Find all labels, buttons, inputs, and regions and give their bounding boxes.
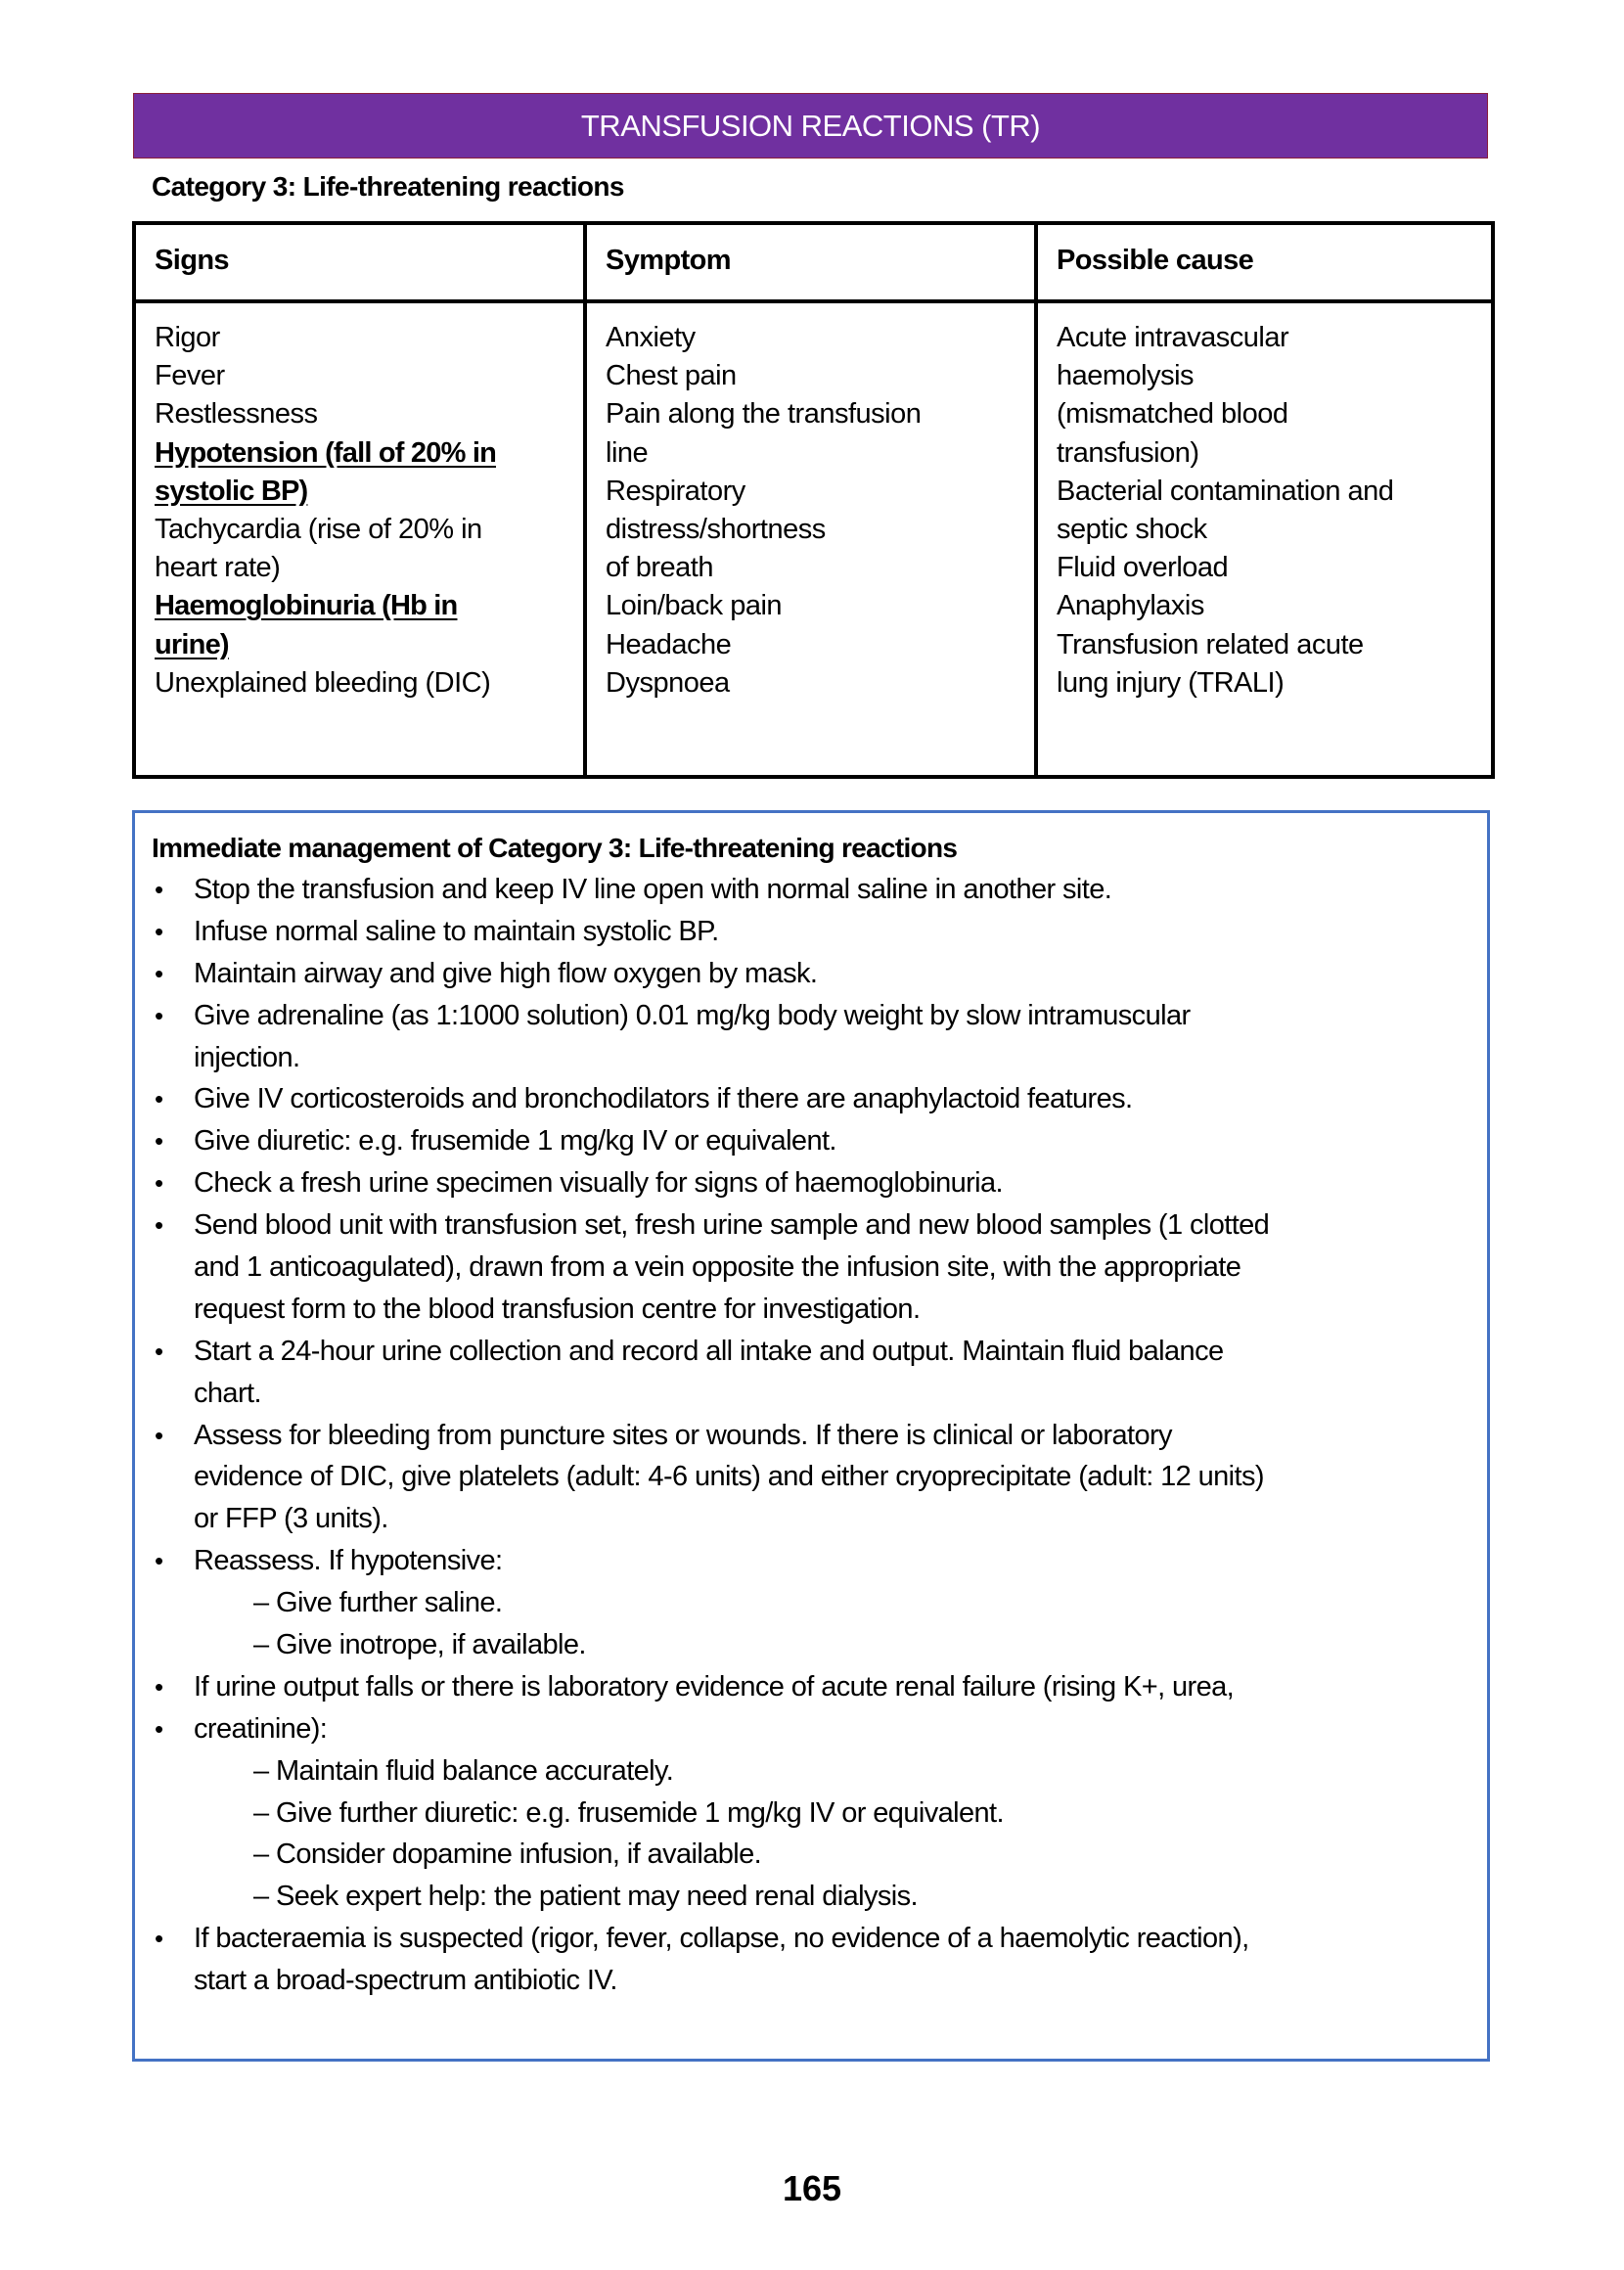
cell-line: Dyspnoea [606, 666, 730, 699]
section-title: TRANSFUSION REACTIONS (TR) [580, 108, 1041, 143]
column-header-symptom: Symptom [585, 223, 1036, 301]
column-header-possible-cause: Possible cause [1036, 223, 1493, 301]
management-list [135, 869, 1487, 2002]
list-item-text: evidence of DIC, give platelets (adult: 4-6 units) and either cryoprecipitate (adult: 12 units) [194, 1461, 1264, 1493]
cell-line: Rigor [155, 322, 220, 353]
list-item [135, 953, 1487, 995]
list-item-text: Check a fresh urine specimen visually for signs of haemoglobinuria. [194, 1167, 1004, 1200]
sub-list-item [135, 1582, 1487, 1624]
emphasized-cell-line: urine) [155, 628, 229, 660]
table-row [134, 301, 1493, 777]
cell-line: Unexplained bleeding (DIC) [155, 666, 491, 699]
reactions-table [132, 221, 1495, 779]
cell-line: Fever [155, 360, 225, 392]
cell-line: of breath [606, 552, 713, 584]
list-item-text: Send blood unit with transfusion set, fresh urine sample and new blood samples (1 clotted [194, 1209, 1270, 1242]
cell-line: Restlessness [155, 398, 318, 431]
cell-line: Fluid overload [1057, 552, 1229, 584]
list-item [135, 1666, 1487, 1708]
list-item [135, 1540, 1487, 1582]
list-item-text: Stop the transfusion and keep IV line open with normal saline in another site. [194, 874, 1112, 905]
cell-line: line [606, 436, 649, 469]
sub-list-item [135, 1876, 1487, 1918]
list-item-text: Assess for bleeding from puncture sites or wounds. If there is clinical or laboratory [194, 1419, 1172, 1451]
category-heading: Category 3: Life-threatening reactions [152, 171, 624, 202]
list-item-text: Give diuretic: e.g. frusemide 1 mg/kg IV or equivalent. [194, 1125, 836, 1158]
page-number: 165 [782, 2168, 842, 2208]
list-item-text: If urine output falls or there is laboratory evidence of acute renal failure (rising K+, urea, [194, 1670, 1235, 1702]
emphasized-cell-line: Haemoglobinuria (Hb in [155, 590, 458, 622]
list-item [135, 1373, 1487, 1415]
sub-list-item [135, 1750, 1487, 1793]
list-item [135, 1415, 1487, 1457]
bullet-icon: • [155, 1924, 163, 1954]
list-item-text: request form to the blood transfusion centre for investigation. [194, 1293, 921, 1325]
list-item [135, 1120, 1487, 1162]
management-title: Immediate management of Category 3: Life-threatening reactions [152, 833, 958, 863]
list-item-text: – Give inotrope, if available. [253, 1629, 586, 1661]
bullet-icon: • [155, 1168, 163, 1199]
bullet-icon: • [155, 1336, 163, 1366]
list-item [135, 1247, 1487, 1289]
bullet-icon: • [155, 1671, 163, 1702]
bullet-icon: • [155, 875, 163, 904]
cell-line: Loin/back pain [606, 590, 783, 622]
table-header-row [134, 223, 1493, 301]
list-item [135, 1918, 1487, 1960]
cell-line: lung injury (TRALI) [1057, 666, 1285, 699]
list-item [135, 1037, 1487, 1079]
list-item [135, 1289, 1487, 1331]
cell-line: Transfusion related acute [1057, 628, 1364, 660]
list-item-text: chart. [194, 1377, 261, 1409]
symptom-cell [585, 301, 1036, 777]
sub-list-item [135, 1834, 1487, 1876]
bullet-icon: • [155, 1420, 163, 1450]
emphasized-cell-line: Hypotension (fall of 20% in [155, 436, 496, 469]
cell-line: Tachycardia (rise of 20% in [155, 514, 482, 546]
list-item [135, 1078, 1487, 1120]
list-item-text: Start a 24-hour urine collection and record all intake and output. Maintain fluid balance [194, 1335, 1224, 1367]
bullet-icon: • [155, 1126, 163, 1157]
possible-cause-cell [1036, 301, 1493, 777]
cell-line: Respiratory [606, 475, 745, 507]
cell-line: (mismatched blood [1057, 398, 1288, 431]
cell-line: Bacterial contamination and [1057, 475, 1394, 507]
cell-line: transfusion) [1057, 436, 1199, 469]
sub-list-item [135, 1793, 1487, 1835]
section-banner [133, 93, 1488, 159]
list-item [135, 1960, 1487, 2002]
list-item-text: Infuse normal saline to maintain systolic BP. [194, 915, 719, 947]
emphasized-cell-line: systolic BP) [155, 475, 308, 507]
cell-line: Pain along the transfusion [606, 398, 922, 431]
sub-list-item [135, 1624, 1487, 1666]
list-item-text: Give IV corticosteroids and bronchodilators if there are anaphylactoid features. [194, 1083, 1133, 1115]
cell-line: septic shock [1057, 514, 1207, 546]
cell-line: haemolysis [1057, 360, 1195, 392]
cell-line: heart rate) [155, 552, 281, 584]
list-item-text: creatinine): [194, 1712, 328, 1745]
bullet-icon: • [155, 1210, 163, 1241]
cell-line: Acute intravascular [1057, 322, 1289, 353]
list-item [135, 1498, 1487, 1540]
list-item [135, 995, 1487, 1037]
cell-line: Anxiety [606, 322, 696, 353]
management-box [132, 810, 1490, 2062]
list-item-text: start a broad-spectrum antibiotic IV. [194, 1965, 617, 1997]
list-item-text: If bacteraemia is suspected (rigor, fever, collapse, no evidence of a haemolytic reaction), [194, 1923, 1249, 1955]
list-item-text: injection. [194, 1041, 300, 1073]
list-item-text: – Consider dopamine infusion, if available. [253, 1839, 762, 1871]
list-item [135, 1708, 1487, 1750]
bullet-icon: • [155, 1546, 163, 1576]
bullet-icon: • [155, 1084, 163, 1114]
bullet-icon: • [155, 916, 163, 946]
list-item [135, 869, 1487, 911]
list-item-text: Reassess. If hypotensive: [194, 1545, 503, 1577]
list-item-text: – Give further saline. [253, 1587, 503, 1619]
bullet-icon: • [155, 1713, 163, 1744]
signs-cell [134, 301, 585, 777]
list-item-text: Give adrenaline (as 1:1000 solution) 0.01 mg/kg body weight by slow intramuscular [194, 999, 1191, 1031]
list-item [135, 1331, 1487, 1373]
list-item [135, 1456, 1487, 1498]
list-item-text: or FFP (3 units). [194, 1503, 388, 1535]
column-header-signs: Signs [134, 223, 585, 301]
list-item-text: and 1 anticoagulated), drawn from a vein opposite the infusion site, with the appropriate [194, 1251, 1241, 1284]
list-item [135, 1204, 1487, 1247]
cell-line: distress/shortness [606, 514, 826, 546]
list-item [135, 911, 1487, 953]
list-item [135, 1162, 1487, 1204]
cell-line: Chest pain [606, 360, 737, 392]
list-item-text: – Give further diuretic: e.g. frusemide 1 mg/kg IV or equivalent. [253, 1796, 1004, 1829]
list-item-text: – Maintain fluid balance accurately. [253, 1754, 674, 1787]
list-item-text: – Seek expert help: the patient may need renal dialysis. [253, 1881, 918, 1913]
list-item-text: Maintain airway and give high flow oxygen by mask. [194, 957, 818, 989]
cell-line: Headache [606, 628, 732, 660]
bullet-icon: • [155, 958, 163, 988]
cell-line: Anaphylaxis [1057, 590, 1204, 622]
bullet-icon: • [155, 1000, 163, 1030]
